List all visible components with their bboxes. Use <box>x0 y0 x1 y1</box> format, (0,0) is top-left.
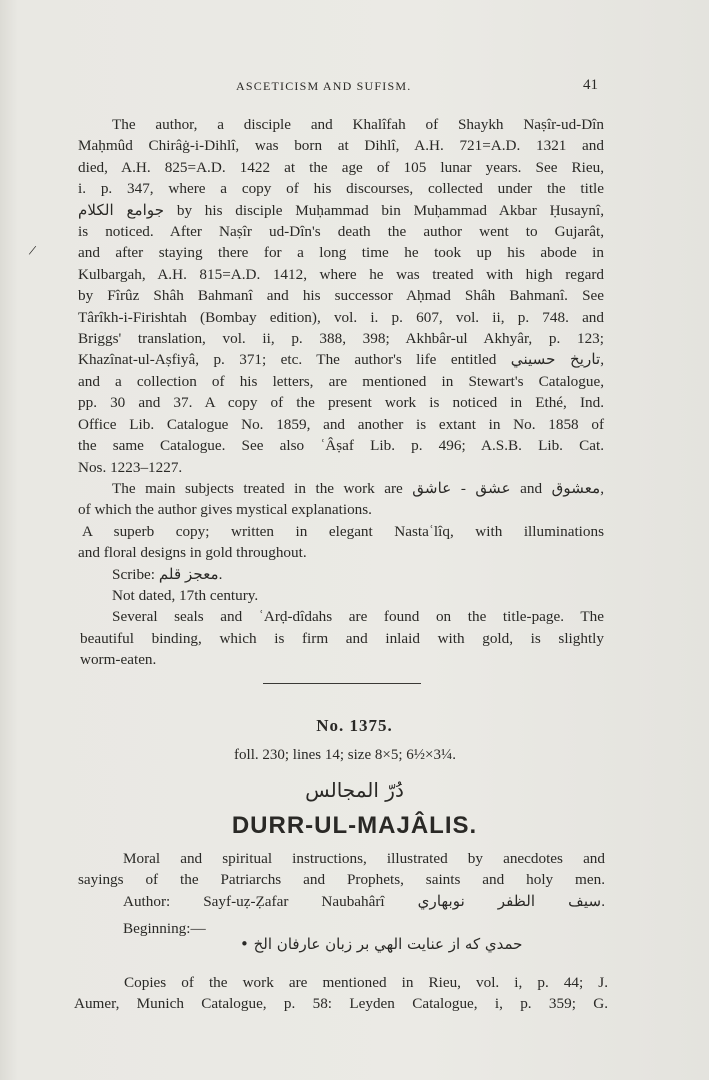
text-line: of which the author gives mystical explanations. <box>78 501 372 519</box>
text-line: the same Catalogue. See also ʿÂṣaf Lib. p. 496; A.S.B. Lib. Cat. <box>78 437 604 455</box>
running-head: ASCETICISM AND SUFISM. <box>236 79 412 93</box>
text-line: Khazînat-ul-Aṣfiyâ, p. 371; etc. The author's life entitled تاريخ حسيني, <box>78 351 604 369</box>
text-line: and a collection of his letters, are mentioned in Stewart's Catalogue, <box>78 372 604 390</box>
text-line: Aumer, Munich Catalogue, p. 58: Leyden Catalogue, i, p. 359; G. <box>74 995 608 1013</box>
text-line: Office Lib. Catalogue No. 1859, and another is extant in No. 1858 of <box>78 415 604 433</box>
catalogue-entry-1374-text <box>78 114 604 671</box>
text-line: Nos. 1223–1227. <box>78 458 183 476</box>
text-line: Târîkh-i-Firishtah (Bombay edition), vol. i. p. 607, vol. ii, p. 748. and <box>78 308 604 326</box>
author-line: Author: Sayf-uẓ-Ẓafar Naubahârî سيف الظفر نوبهاري. <box>123 892 605 910</box>
text-line: beautiful binding, which is firm and inlaid with gold, is slightly <box>80 629 604 647</box>
collation-line: foll. 230; lines 14; size 8×5; 6½×3¼. <box>234 747 456 763</box>
text-line: Moral and spiritual instructions, illustrated by anecdotes and <box>123 850 605 867</box>
text-line: جوامع الكلام by his disciple Muḥammad bin Muḥammad Akbar Ḥusaynî, <box>78 201 604 219</box>
text-line: The author, a disciple and Khalîfah of Shaykh Naṣîr-ud-Dîn <box>112 116 604 133</box>
entry-1375-description <box>78 848 605 940</box>
page-header <box>0 77 709 97</box>
text-line: is noticed. After Naṣîr ud-Dîn's death the author went to Gujarât, <box>78 223 604 241</box>
text-line: Kulbargah, A.H. 815=A.D. 1412, where he was treated with high regard <box>78 265 604 283</box>
text-line: Scribe: معجز قلم. <box>112 565 223 583</box>
work-title: DURR-UL-MAJÂLIS. <box>231 812 478 839</box>
section-divider <box>263 683 421 684</box>
paragraph-author-bio <box>78 114 604 478</box>
text-line: pp. 30 and 37. A copy of the present work is noticed in Ethé, Ind. <box>78 394 604 412</box>
beginning-arabic-text: حمدي كه از عنايت الهي بر زبان عارفان الخ • <box>240 935 523 953</box>
text-line: A superb copy; written in elegant Nastaʿlîq, with illuminations <box>82 522 604 540</box>
text-line: Copies of the work are mentioned in Rieu, vol. i, p. 44; J. <box>124 974 608 991</box>
text-line: Not dated, 17th century. <box>112 586 259 604</box>
arabic-title: دُرّ المجالس <box>305 778 404 802</box>
margin-pencil-mark: / <box>27 242 37 260</box>
text-line: Briggs' translation, vol. ii, p. 388, 398; Akhbâr-ul Akhyâr, p. 123; <box>78 330 604 348</box>
text-line: Several seals and ʿArḍ-dîdahs are found on the title-page. The <box>112 608 604 626</box>
text-line: and after staying there for a long time he took up his abode in <box>78 244 604 262</box>
text-line: and floral designs in gold throughout. <box>78 544 307 562</box>
text-line: died, A.H. 825=A.D. 1422 at the age of 105 lunar years. See Rieu, <box>78 158 604 176</box>
paragraph-copy-description <box>78 521 604 564</box>
paragraph-seals-binding <box>78 606 604 670</box>
text-line: The main subjects treated in the work are عشق - عاشق and معشوق, <box>112 479 604 497</box>
page-number: 41 <box>583 77 598 93</box>
scribe-line <box>78 564 604 585</box>
text-line: sayings of the Patriarchs and Prophets, saints and holy men. <box>78 871 605 889</box>
text-line: worm-eaten. <box>80 651 157 669</box>
entry-number: No. 1375. <box>316 716 393 735</box>
text-line: Maḥmûd Chirâġ-i-Dihlî, was born at Dihlî, A.H. 721=A.D. 1321 and <box>78 137 604 155</box>
beginning-label: Beginning:— <box>123 920 206 938</box>
paragraph-subjects <box>78 478 604 521</box>
date-line <box>78 585 604 606</box>
copies-paragraph <box>74 972 608 1015</box>
text-line: i. p. 347, where a copy of his discourses, collected under the title <box>78 180 604 198</box>
text-line: by Fîrûz Shâh Bahmanî and his successor Aḥmad Shâh Bahmanî. See <box>78 287 604 305</box>
